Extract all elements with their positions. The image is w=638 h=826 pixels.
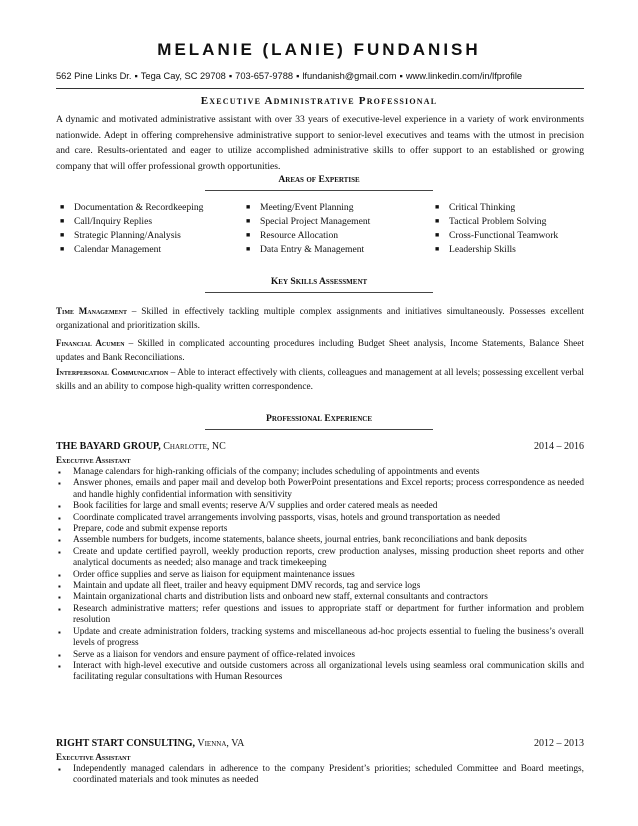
list-item: ▪ Research administrative matters; refer questions and issues to appropriate staff or department for further information and problem resolution: [56, 604, 584, 627]
expertise-col-2: [246, 200, 370, 256]
list-item: ▪ Manage calendars for high-ranking officials of the company; includes scheduling of appointments and events: [56, 467, 584, 478]
expertise-col-1: [60, 200, 203, 256]
list-item: ■ Data Entry & Management: [246, 244, 365, 255]
list-item: ▪ Coordinate complicated travel arrangements involving passports, visas, hotels and ground transportation as needed: [56, 513, 584, 524]
list-item: ▪ Answer phones, emails and paper mail and develop both PowerPoint presentations and Excel reports; process correspondence as needed and handle highly confidential information with sensitivity: [56, 478, 584, 501]
list-item: ■ Critical Thinking: [435, 202, 516, 213]
list-item: ▪ Order office supplies and serve as liaison for equipment maintenance issues: [56, 570, 584, 581]
header-divider: [56, 88, 584, 89]
company-name: THE BAYARD GROUP,: [56, 441, 161, 452]
professional-title: Executive Administrative Professional: [200, 95, 438, 107]
list-item: ■ Call/Inquiry Replies: [60, 216, 153, 227]
list-item: ■ Calendar Management: [60, 244, 162, 255]
key-skills-heading: Key Skills Assessment: [270, 276, 368, 287]
skill-interpersonal-communication: Interpersonal Communication – Able to interact effectively with clients, colleagues and management at all levels; possessing excellent verbal skills and an ability to compose high-quality written correspondence.: [56, 367, 584, 392]
candidate-name: MELANIE (LANIE) FUNDANISH: [157, 40, 481, 59]
skill-time-management: Time Management – Skilled in effectively tackling multiple complex assignments and initiatives simultaneously. Possesses excellent organizational and prioritization skills.: [56, 306, 584, 331]
summary: A dynamic and motivated administrative assistant with over 33 years of executive-level experience in a variety of work environments nationwide. Adept in offering comprehensive administrative support to senior-level executives and teams with the utmost in precision and care. Results-orientated and eager to utilize accomplished administrative skills to offer support to an established or growing company that will offer professional growth opportunities.: [56, 114, 584, 172]
list-item: ■ Tactical Problem Solving: [435, 216, 547, 227]
list-item: ▪ Create and update certified payroll, weekly production reports, crew production analyses, missing production sheet reports and other analytical documents as needed; also manage and track timekeeping: [56, 547, 584, 570]
list-item: ▪ Book facilities for large and small events; reserve A/V supplies and order catered meals as needed: [56, 501, 584, 512]
expertise-col-3: [435, 200, 558, 256]
job-dates: 2014 – 2016: [534, 441, 584, 452]
duties-list-bayard: [56, 467, 584, 684]
expertise-heading: Areas of Expertise: [278, 174, 360, 185]
email-link[interactable]: lfundanish@gmail.com: [302, 71, 397, 81]
job-location: Charlotte, NC: [160, 441, 226, 452]
list-item: ■ Leadership Skills: [435, 244, 516, 255]
list-item: ▪ Prepare, code and submit expense reports: [56, 524, 584, 535]
job-location: Vienna, VA: [195, 738, 245, 749]
list-item: ■ Meeting/Event Planning: [246, 202, 354, 213]
address: 562 Pine Links Dr.: [56, 71, 132, 81]
list-item: ▪ Independently managed calendars in adherence to the company President’s priorities; scheduled Committee and Board meetings, coordinated materials and took minutes as needed: [56, 764, 584, 787]
job-header-right-start: [56, 738, 584, 749]
key-skills-divider: [205, 292, 433, 293]
duties-list-right-start: [56, 764, 584, 787]
list-item: ▪ Maintain organizational charts and distribution lists and onboard new staff, external consultants and contractors: [56, 592, 584, 603]
list-item: ■ Strategic Planning/Analysis: [60, 230, 181, 241]
phone: 703-657-9788: [235, 71, 294, 81]
list-item: ▪ Interact with high-level executive and outside customers across all organizational levels using seamless oral communication skills and facilitating regular consultations with Human Resources: [56, 661, 584, 684]
job-title: Executive Assistant: [56, 752, 131, 762]
list-item: ▪ Assemble numbers for budgets, income statements, balance sheets, journal entries, bank reconciliations and bank deposits: [56, 535, 584, 546]
experience-heading: Professional Experience: [265, 413, 373, 424]
city: Tega Cay, SC 29708: [140, 71, 226, 81]
company-name: RIGHT START CONSULTING,: [56, 738, 196, 749]
list-item: ■ Special Project Management: [246, 216, 371, 227]
contact-line: 562 Pine Links Dr. ▪ Tega Cay, SC 29708 ▪ 703-657-9788 ▪ lfundanish@gmail.com ▪ www.linkedin.com/in/lfprofile: [56, 71, 523, 81]
list-item: ■ Cross-Functional Teamwork: [435, 230, 559, 241]
job-dates: 2012 – 2013: [534, 738, 584, 749]
list-item: ■ Documentation & Recordkeeping: [60, 202, 204, 213]
job-header-bayard: [56, 441, 584, 452]
list-item: ▪ Serve as a liaison for vendors and ensure payment of office-related invoices: [56, 650, 584, 661]
job-title: Executive Assistant: [56, 455, 131, 465]
experience-divider: [205, 429, 433, 430]
skill-financial-acumen: Financial Acumen – Skilled in complicated accounting procedures including Budget Sheet analysis, Income Statements, Balance Sheet updates and Bank Reconciliations.: [56, 338, 584, 363]
linkedin-link[interactable]: www.linkedin.com/in/lfprofile: [405, 71, 523, 81]
list-item: ■ Resource Allocation: [246, 230, 339, 241]
expertise-divider: [205, 190, 433, 191]
list-item: ▪ Maintain and update all fleet, trailer and heavy equipment DMV records, tag and service logs: [56, 581, 584, 592]
list-item: ▪ Update and create administration folders, tracking systems and miscellaneous ad-hoc projects essential to fueling the business’s overall levels of progress: [56, 627, 584, 650]
